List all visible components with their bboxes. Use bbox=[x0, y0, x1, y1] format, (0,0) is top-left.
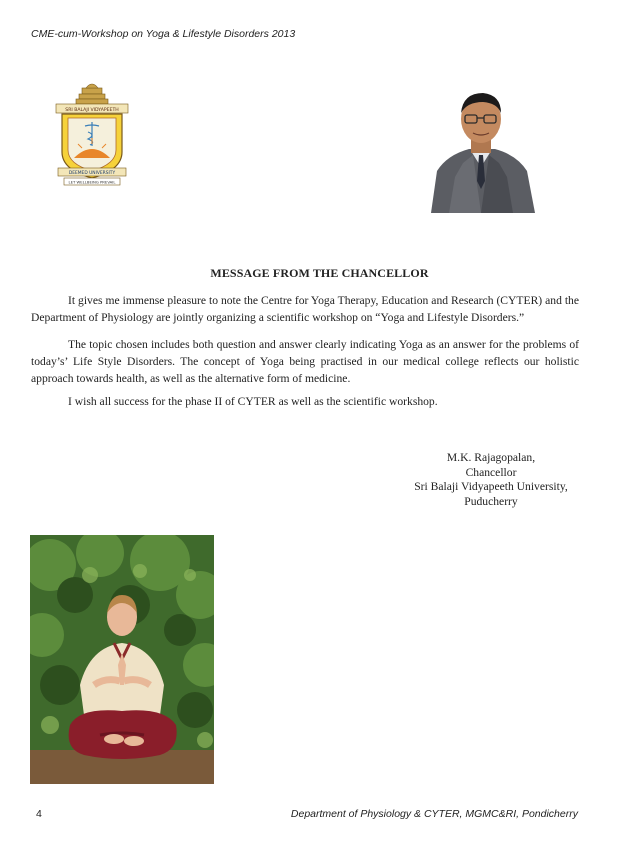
yoga-meditation-photo bbox=[30, 535, 214, 784]
running-header: CME-cum-Workshop on Yoga & Lifestyle Disorders 2013 bbox=[31, 28, 296, 40]
logo-banner-text: SRI BALAJI VIDYAPEETH bbox=[65, 108, 119, 113]
signatory-name: M.K. Rajagopalan, bbox=[446, 451, 536, 464]
message-paragraph-2: The topic chosen includes both question and answer clearly indicating Yoga as an answer for the problems of today’s’ Life Style Disorders. The concept of Yoga being practised in our medical college reflects our holistic approach towards health, as well as the alternative form of medicine. bbox=[31, 338, 579, 385]
signature-block bbox=[380, 451, 602, 509]
page-number: 4 bbox=[36, 808, 42, 820]
running-footer: Department of Physiology & CYTER, MGMC&RI, Pondicherry bbox=[290, 808, 578, 820]
logo-motto-text: LET WELLBEING PREVAIL bbox=[68, 179, 116, 185]
signatory-institution: Sri Balaji Vidyapeeth University, bbox=[414, 480, 568, 494]
university-logo bbox=[52, 78, 132, 194]
signatory-role: Chancellor bbox=[465, 465, 517, 479]
message-paragraph-3: I wish all success for the phase II of CYTER as well as the scientific workshop. bbox=[68, 395, 438, 408]
message-paragraph-1: It gives me immense pleasure to note the Centre for Yoga Therapy, Education and Research (CYTER) and the Department of Physiology are jointly organizing a scientific workshop on “Yoga and Lifestyle Disorders.” bbox=[31, 294, 579, 324]
message-title: MESSAGE FROM THE CHANCELLOR bbox=[210, 266, 429, 280]
signatory-place: Puducherry bbox=[464, 494, 518, 508]
logo-university-text: DEEMED UNIVERSITY bbox=[68, 171, 116, 176]
chancellor-portrait bbox=[427, 85, 536, 213]
